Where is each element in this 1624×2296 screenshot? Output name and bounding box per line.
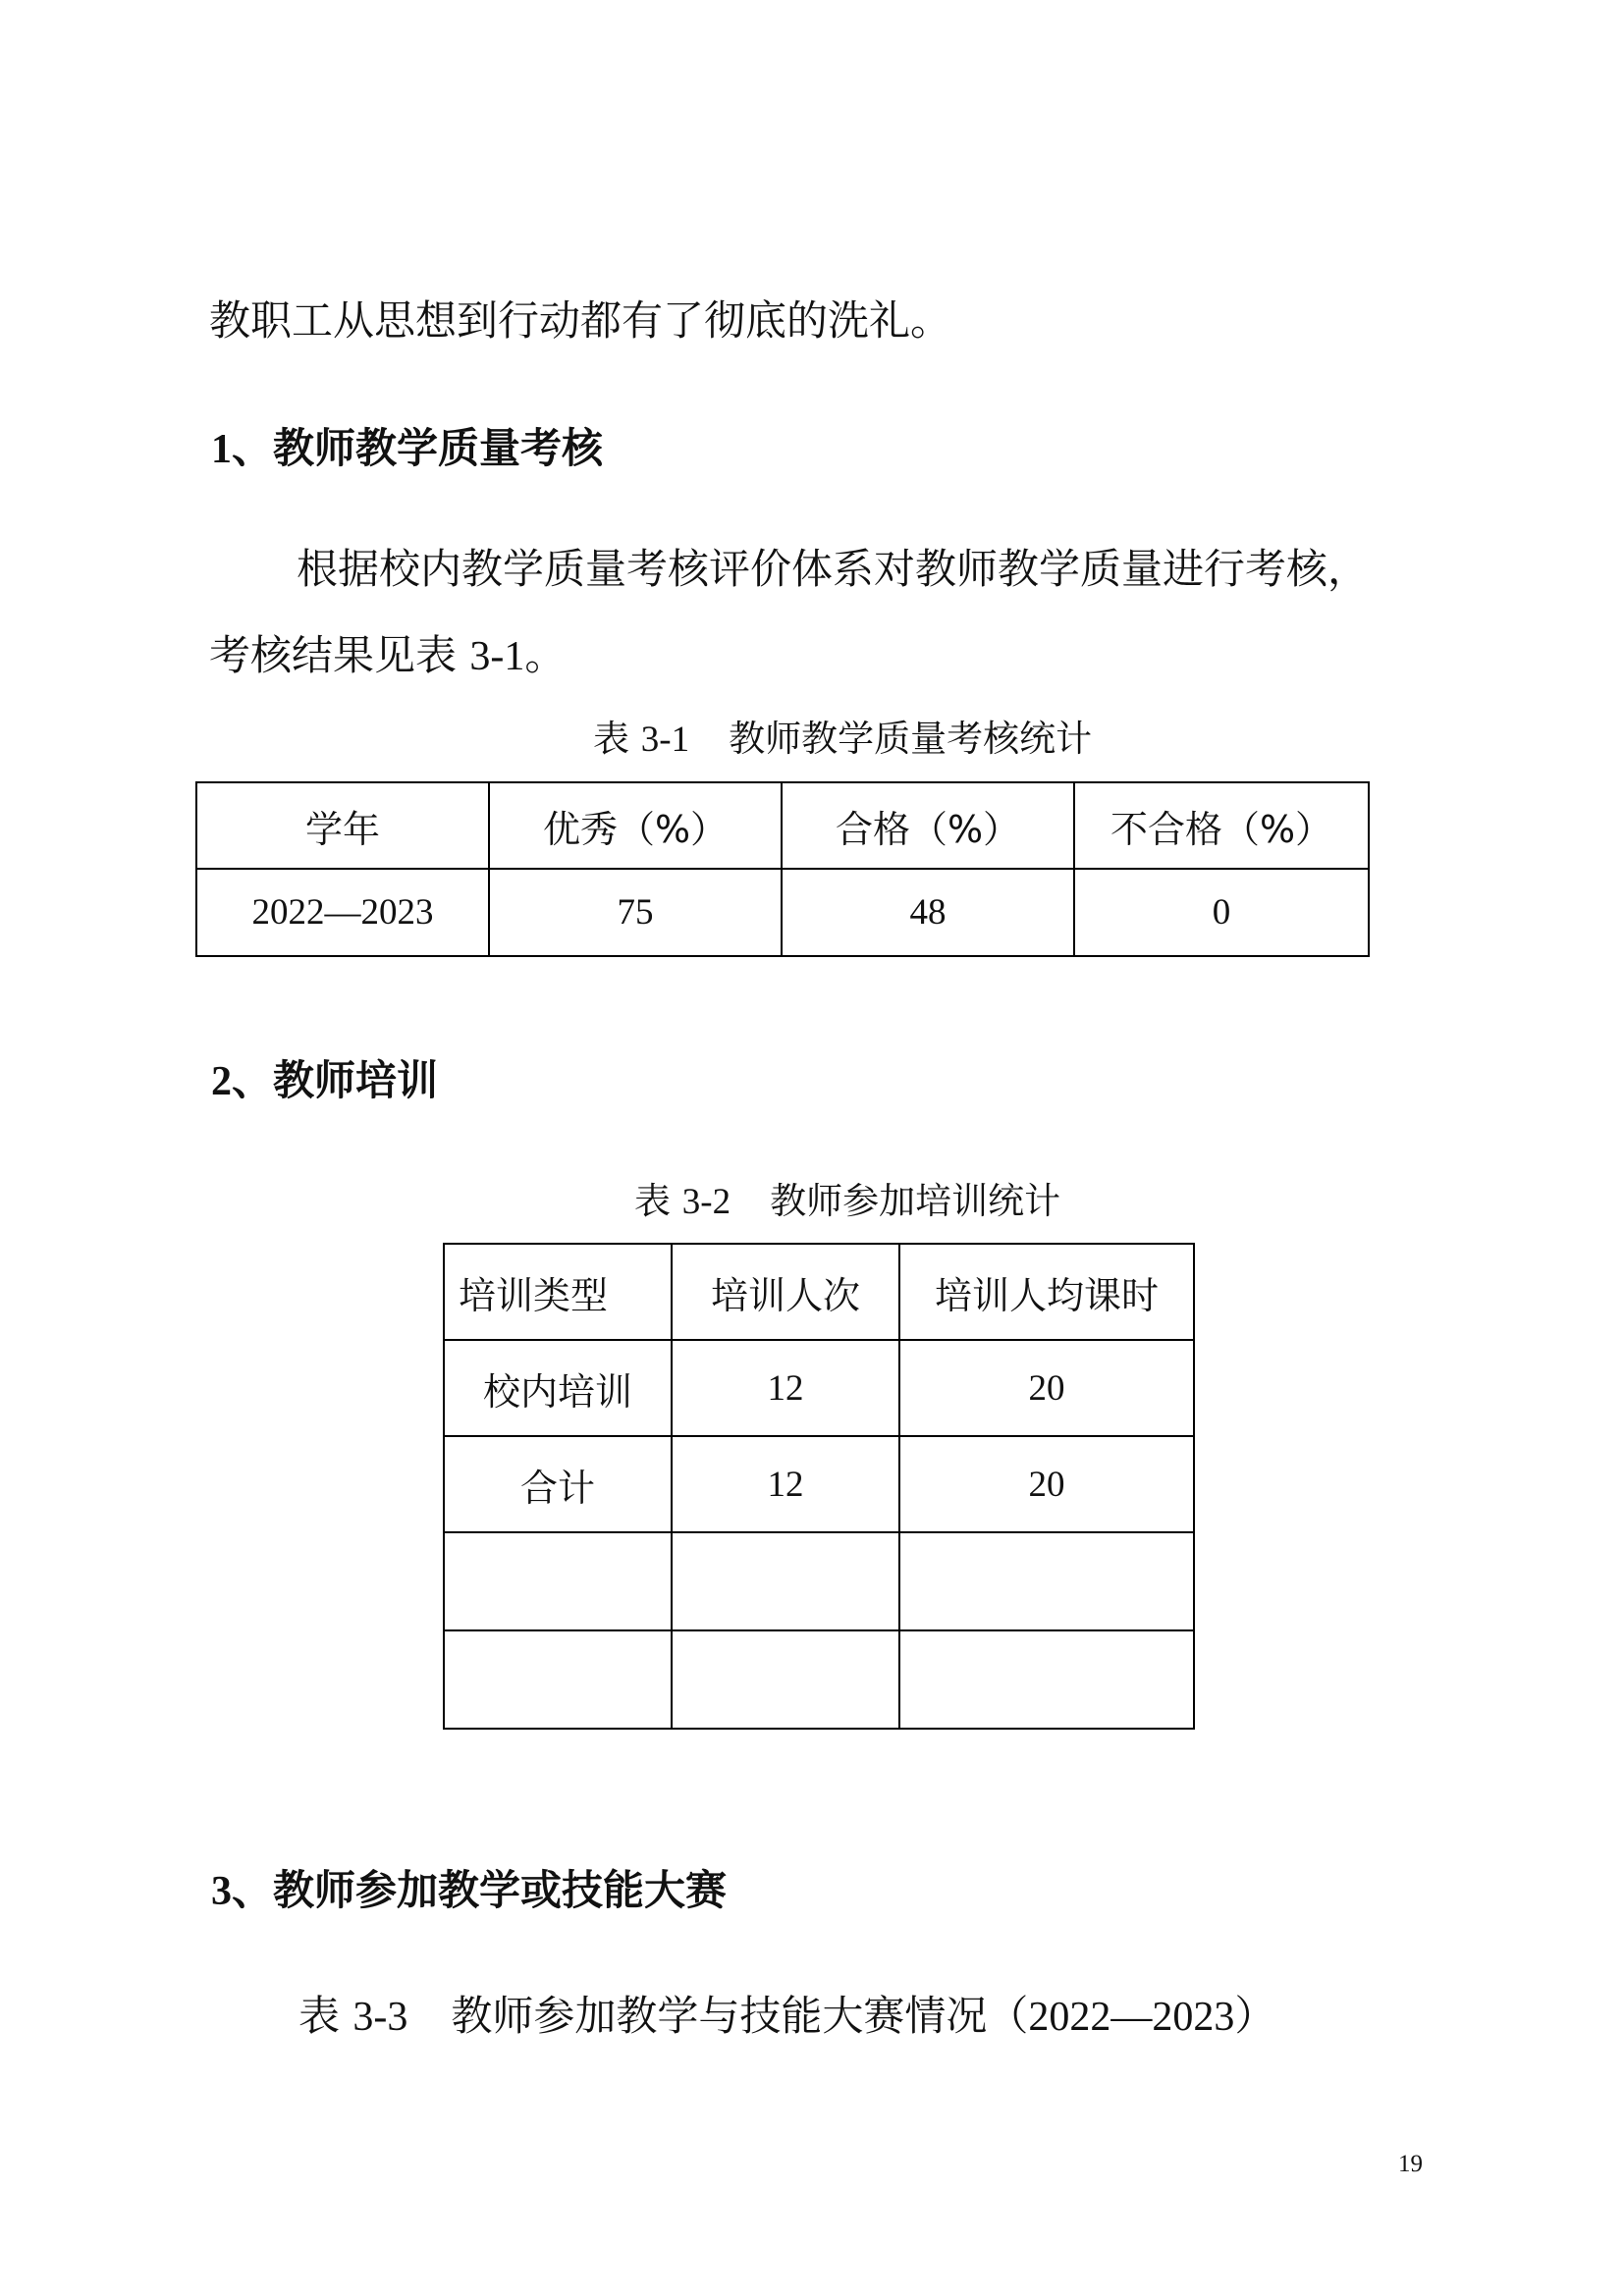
caption-years: 2022—2023 bbox=[1028, 1995, 1235, 2040]
table-caption bbox=[593, 718, 1093, 760]
header-cell: 培训人均课时 bbox=[899, 1244, 1194, 1340]
caption-title: 教师参加教学与技能大赛情况（ bbox=[451, 1992, 1029, 2040]
table-cell: 校内培训 bbox=[444, 1340, 672, 1436]
table-cell: 12 bbox=[672, 1340, 899, 1436]
table-cell: 75 bbox=[489, 869, 782, 956]
table-header-row bbox=[444, 1244, 1194, 1340]
section-number: 1 bbox=[211, 427, 232, 472]
table-cell: 0 bbox=[1074, 869, 1369, 956]
caption-title: 教师参加培训统计 bbox=[770, 1180, 1061, 1222]
caption-prefix: 表 bbox=[593, 718, 641, 760]
table-caption bbox=[298, 1992, 1276, 2040]
table-row bbox=[444, 1340, 1194, 1436]
assessment-table bbox=[195, 781, 1370, 957]
header-cell: 优秀（%） bbox=[489, 782, 782, 869]
table-cell bbox=[672, 1532, 899, 1630]
paragraph-2-line-2: 考核结果见表 bbox=[209, 631, 470, 679]
table-cell bbox=[444, 1532, 672, 1630]
section-heading-2 bbox=[211, 1056, 439, 1104]
table-row bbox=[444, 1532, 1194, 1630]
caption-prefix: 表 bbox=[634, 1180, 682, 1222]
table-caption bbox=[634, 1180, 1061, 1222]
page-number: 19 bbox=[1398, 2151, 1423, 2177]
section-title: 、教师教学质量考核 bbox=[232, 424, 604, 472]
table-header-row bbox=[196, 782, 1369, 869]
paragraph-2-line-2-end: 。 bbox=[524, 631, 567, 679]
training-table bbox=[443, 1243, 1195, 1730]
table-cell: 2022—2023 bbox=[196, 869, 489, 956]
table-cell bbox=[899, 1532, 1194, 1630]
header-cell: 不合格（%） bbox=[1074, 782, 1369, 869]
table-cell: 48 bbox=[782, 869, 1074, 956]
table-cell: 合计 bbox=[444, 1436, 672, 1532]
table-row bbox=[444, 1630, 1194, 1729]
caption-prefix: 表 bbox=[298, 1992, 353, 2040]
table-cell bbox=[672, 1630, 899, 1729]
caption-title: 教师教学质量考核统计 bbox=[729, 718, 1093, 760]
paragraph-2-line-1: 根据校内教学质量考核评价体系对教师教学质量进行考核， bbox=[297, 545, 1370, 593]
table-cell bbox=[444, 1630, 672, 1729]
table-cell bbox=[899, 1630, 1194, 1729]
table-cell: 12 bbox=[672, 1436, 899, 1532]
paragraph-text bbox=[209, 631, 567, 679]
table-reference: 3-1 bbox=[469, 634, 525, 679]
caption-close: ） bbox=[1234, 1992, 1276, 2040]
section-title: 、教师培训 bbox=[232, 1056, 439, 1104]
caption-number: 3-3 bbox=[352, 1995, 408, 2040]
section-number: 2 bbox=[211, 1059, 232, 1104]
paragraph-1: 教职工从思想到行动都有了彻底的洗礼。 bbox=[209, 296, 952, 345]
section-number: 3 bbox=[211, 1869, 232, 1914]
paragraph-text bbox=[209, 296, 952, 345]
section-title: 、教师参加教学或技能大赛 bbox=[232, 1866, 728, 1914]
section-heading-1 bbox=[211, 424, 604, 472]
table-row bbox=[444, 1436, 1194, 1532]
header-cell: 合格（%） bbox=[782, 782, 1074, 869]
header-cell: 培训类型 bbox=[444, 1244, 672, 1340]
table-cell: 20 bbox=[899, 1340, 1194, 1436]
caption-number: 3-2 bbox=[681, 1182, 731, 1222]
table-row bbox=[196, 869, 1369, 956]
header-cell: 学年 bbox=[196, 782, 489, 869]
paragraph-text bbox=[297, 545, 1370, 593]
table-cell: 20 bbox=[899, 1436, 1194, 1532]
caption-number: 3-1 bbox=[640, 720, 690, 760]
header-cell: 培训人次 bbox=[672, 1244, 899, 1340]
section-heading-3 bbox=[211, 1866, 728, 1914]
